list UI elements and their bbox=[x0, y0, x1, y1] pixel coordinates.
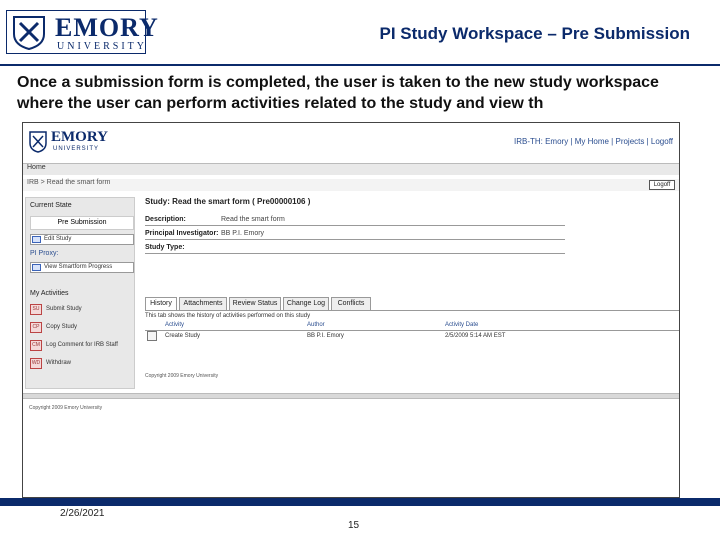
field-description bbox=[145, 215, 565, 226]
view-progress-button[interactable] bbox=[30, 262, 134, 273]
view-progress-label: View Smartform Progress bbox=[44, 264, 113, 270]
home-nav[interactable]: Home bbox=[23, 163, 679, 175]
submit-icon: SU bbox=[30, 304, 42, 315]
app-header bbox=[23, 123, 679, 163]
page-number: 15 bbox=[348, 520, 360, 531]
field-value: BB P.I. Emory bbox=[221, 230, 265, 237]
tab-attachments[interactable]: Attachments bbox=[179, 297, 227, 311]
column-activity[interactable]: Activity bbox=[165, 322, 185, 328]
current-state-label: Current State bbox=[30, 202, 72, 209]
page-separator bbox=[23, 393, 679, 399]
app-logo-subtitle: UNIVERSITY bbox=[53, 146, 100, 152]
row-activity-date: 2/5/2009 5:14 AM EST bbox=[445, 333, 506, 339]
main-copyright: Copyright 2009 Emory University bbox=[145, 373, 219, 379]
edit-study-button[interactable] bbox=[30, 234, 134, 245]
app-logo-wordmark: EMORY bbox=[51, 129, 108, 145]
activity-label: Copy Study bbox=[46, 324, 78, 330]
history-row-icon[interactable] bbox=[147, 331, 157, 341]
logo-subtitle: UNIVERSITY bbox=[57, 41, 147, 52]
emory-shield-icon bbox=[29, 131, 47, 153]
activity-label: Log Comment for IRB Staff bbox=[46, 342, 118, 348]
footer-bar bbox=[0, 498, 720, 506]
pi-proxy-label: PI Proxy: bbox=[30, 250, 59, 257]
study-title: Study: Read the smart form ( Pre00000106 ) bbox=[145, 197, 311, 206]
tab-change-log[interactable]: Change Log bbox=[283, 297, 329, 311]
activity-copy-study[interactable] bbox=[30, 322, 77, 333]
slide-title: PI Study Workspace – Pre Submission bbox=[379, 24, 690, 43]
history-panel bbox=[145, 310, 679, 370]
activity-label: Submit Study bbox=[46, 306, 82, 312]
app-copyright: Copyright 2009 Emory University bbox=[29, 405, 103, 411]
study-main-panel bbox=[145, 197, 679, 389]
emory-logo bbox=[6, 10, 159, 54]
copy-icon: CP bbox=[30, 322, 42, 333]
logo-wordmark: EMORY bbox=[55, 13, 159, 42]
activity-submit-study[interactable] bbox=[30, 304, 82, 315]
edit-icon bbox=[32, 236, 41, 243]
top-nav-links[interactable]: IRB-TH: Emory | My Home | Projects | Logoff bbox=[513, 137, 673, 146]
slide-body-text: Once a submission form is completed, the user is taken to the new study workspace where the user can perform activities related to the study and view th bbox=[17, 74, 659, 112]
edit-study-label: Edit Study bbox=[44, 236, 72, 242]
tab-history[interactable]: History bbox=[145, 297, 177, 311]
progress-icon bbox=[32, 264, 41, 271]
app-screenshot bbox=[22, 122, 680, 498]
column-activity-date[interactable]: Activity Date bbox=[445, 322, 479, 328]
left-panel bbox=[25, 197, 135, 389]
field-label: Description: bbox=[145, 216, 186, 223]
emory-shield-icon bbox=[11, 14, 47, 50]
row-activity[interactable]: Create Study bbox=[165, 333, 201, 339]
withdraw-icon: WD bbox=[30, 358, 42, 369]
history-description: This tab shows the history of activities performed on this study bbox=[145, 313, 311, 319]
comment-icon: CM bbox=[30, 340, 42, 351]
tab-conflicts[interactable]: Conflicts bbox=[331, 297, 371, 311]
current-state-value: Pre Submission bbox=[30, 216, 134, 230]
column-author[interactable]: Author bbox=[307, 322, 325, 328]
activity-log-comment[interactable] bbox=[30, 340, 118, 351]
field-value: Read the smart form bbox=[221, 216, 285, 223]
field-study-type bbox=[145, 243, 565, 254]
field-label: Principal Investigator: bbox=[145, 230, 219, 237]
breadcrumb[interactable]: IRB > Read the smart form bbox=[23, 179, 679, 191]
field-principal-investigator bbox=[145, 229, 565, 240]
row-author: BB P.I. Emory bbox=[307, 333, 344, 339]
table-divider bbox=[145, 330, 679, 331]
logoff-button[interactable]: Logoff bbox=[649, 180, 675, 190]
field-label: Study Type: bbox=[145, 244, 185, 251]
activity-label: Withdraw bbox=[46, 360, 72, 366]
slide-header bbox=[0, 0, 720, 66]
tab-review-status[interactable]: Review Status bbox=[229, 297, 281, 311]
my-activities-label: My Activities bbox=[30, 290, 69, 297]
footer-date: 2/26/2021 bbox=[60, 508, 105, 519]
activity-withdraw[interactable] bbox=[30, 358, 71, 369]
